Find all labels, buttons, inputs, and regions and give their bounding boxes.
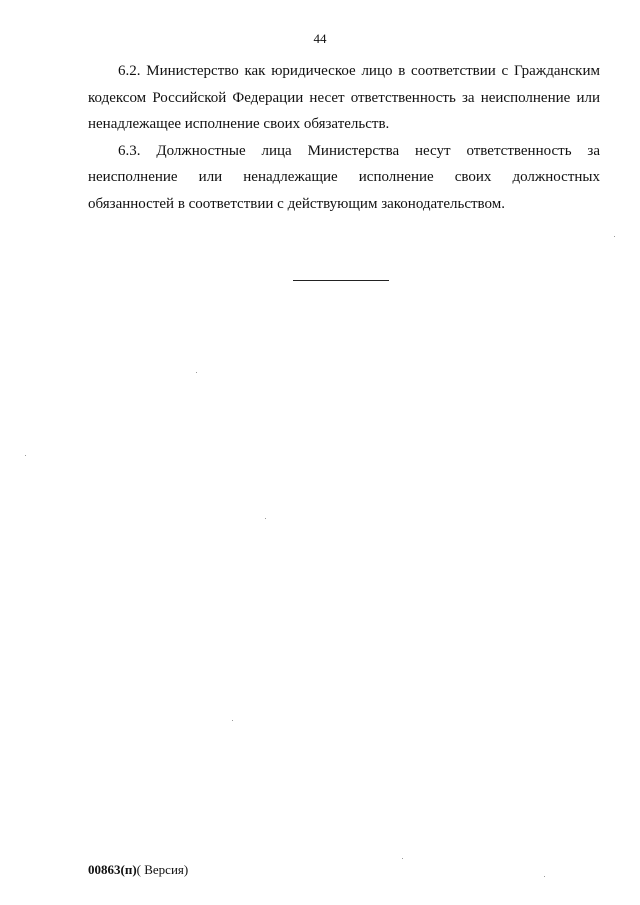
- document-version: ( Версия): [136, 862, 189, 877]
- scan-speck: [196, 372, 197, 373]
- scan-speck: [25, 455, 26, 456]
- paragraph-6-2: 6.2. Министерство как юридическое лицо в соответствии с Гражданским кодексом Российской Федерации несет ответственность за неисполнение или ненадлежащее исполнение своих обязательств.: [88, 63, 600, 132]
- scan-speck: [402, 858, 403, 859]
- scan-speck: [265, 518, 266, 519]
- paragraph-6-3: 6.3. Должностные лица Министерства несут ответственность за неисполнение или ненадлежащие исполнение своих должностных обязанностей в соответствии с действующим законодательством.: [88, 142, 600, 212]
- document-footer: [88, 862, 188, 878]
- document-body: [88, 58, 600, 217]
- scan-speck: [232, 720, 233, 721]
- page-number: 44: [313, 31, 327, 46]
- document-code: 00863(п): [88, 862, 137, 877]
- scan-speck: [614, 236, 615, 237]
- end-of-document-rule: [293, 280, 389, 281]
- scan-speck: [544, 876, 545, 877]
